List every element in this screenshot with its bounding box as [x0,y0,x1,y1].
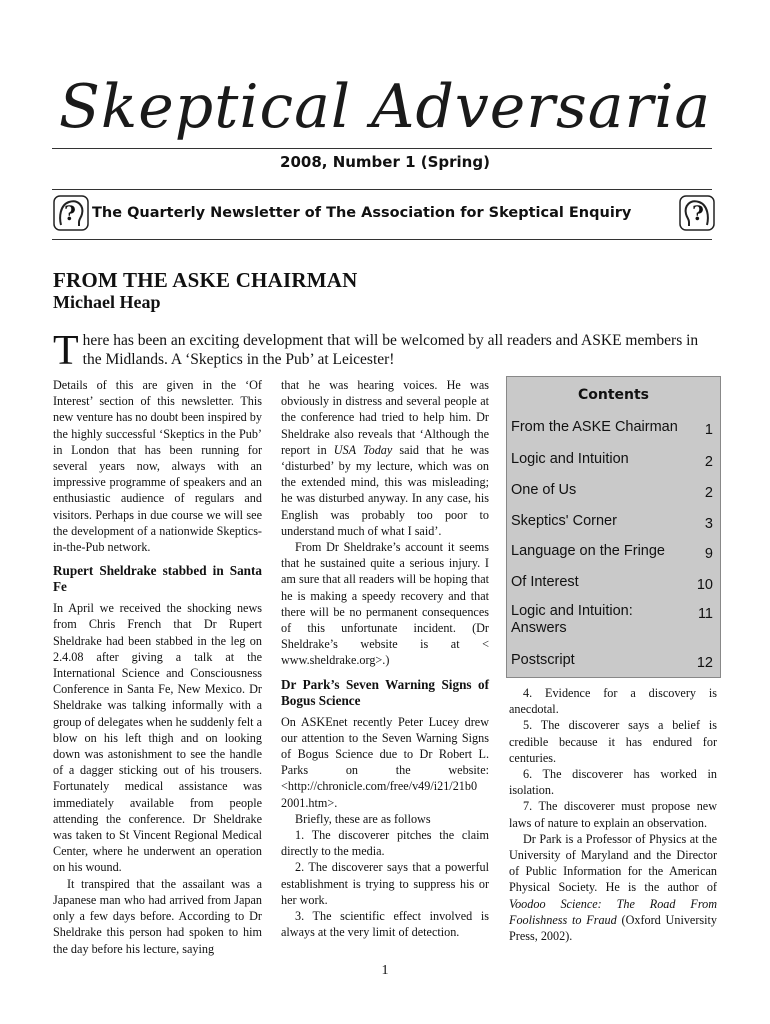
list-item: 5. The discoverer says a belief is credible because it has endured for centuries. [509,718,717,765]
toc-item[interactable] [511,603,716,637]
list-item: 1. The discoverer pitches the claim directly to the media. [281,828,489,859]
toc-item-title: Logic and Intuition: Answers [511,603,633,636]
article-author: Michael Heap [53,292,161,312]
toc-item-page: 1 [704,422,713,438]
paragraph: Briefly, these are as follows [295,811,431,826]
paragraph [509,831,717,944]
toc-item-title: Skeptics' Corner [511,513,617,529]
paragraph: In April we received the shocking news from Chris French that Dr Rupert Sheldrake had been stabbed in the leg on 2.4.08 after giving a talk at the International Science and Consciousness Conference in Santa Fe, New Mexico. Dr Sheldrake was talking informally with a group of delegates when he suddenly felt a blow on his left thigh and on looking down was astonishment to see the handle of a dagger sticking out of his trousers. Fortunately medical assistance was immediately available from people attending the conference. Dr Sheldrake was taken to St Vincent Regional Medical Center, where he underwent an operation on his wound. [53,601,262,875]
toc-item-page: 2 [704,454,713,470]
tagline-rule-top [52,189,712,190]
tagline: The Quarterly Newsletter of The Association for Skeptical Enquiry [92,205,632,221]
paragraph: It transpired that the assailant was a Japanese man who had arrived from Japan only a few days before. According to Dr Sheldrake this person had spoken to him the day before his lecture, saying [53,876,262,956]
newspaper-title: USA Today [333,442,393,457]
paragraph-text: (Oxford University Press, 2002). [509,912,717,944]
section-heading-sheldrake: Rupert Sheldrake stabbed in Santa Fe [53,563,262,595]
paragraph: On ASKEnet recently Peter Lucey drew our attention to the Seven Warning Signs of Bogus Science due to Dr Robert L. Parks on the website: <http://chronicle.com/free/v49/i21/21b0 2001.htm>. [281,714,489,810]
toc-item-title: From the ASKE Chairman [511,419,678,435]
toc-item-page: 11 [697,606,713,622]
masthead-title: Skeptical Adversaria [58,72,712,142]
column-2 [281,377,489,941]
contents-title: Contents [577,387,650,403]
column-1 [53,377,262,957]
toc-item-title: Language on the Fringe [511,543,665,559]
toc-item[interactable] [511,451,716,468]
list-item: 4. Evidence for a discovery is anecdotal. [509,686,717,717]
svg-text:?: ? [692,201,704,225]
paragraph-text: Dr Park is a Professor of Physics at the University of Maryland and the Director of Public Information for the American Physical Society. He is the author of [509,831,717,895]
toc-item-page: 10 [696,577,713,593]
toc-item[interactable] [511,482,716,499]
book-title: Voodoo Science: The Road From Foolishness to Fraud [509,896,717,927]
question-mark-head-icon [53,195,89,231]
paragraph: Details of this are given in the ‘Of Interest’ section of this newsletter. This new venture has no doubt been inspired by the highly successful ‘Skeptics in the Pub’ in London that has been running for several years now, always with an impressive programme of speakers and an enthusiastic audience of regulars and visitors. Perhaps in due course we will see the development of a nationwide Skeptics-in-the-Pub network. [53,378,262,555]
issue-line: 2008, Number 1 (Spring) [280,153,490,171]
drop-cap: T [53,328,79,374]
list-item: 6. The discoverer has worked in isolation. [509,767,717,798]
list-item: 3. The scientific effect involved is always at the very limit of detection. [281,909,489,940]
toc-item-page: 9 [704,546,713,562]
toc-item-title: Postscript [511,652,575,668]
lead-paragraph [53,328,716,374]
toc-item-page: 3 [704,516,713,532]
toc-item-title: Of Interest [511,574,579,590]
svg-text:?: ? [64,201,76,225]
toc-item[interactable] [511,652,716,669]
toc-item[interactable] [511,419,716,436]
toc-item-title: One of Us [511,482,577,498]
list-item: 2. The discoverer says that a powerful establishment is trying to suppress his or her work. [281,860,489,907]
toc-item-page: 12 [696,655,713,671]
page-number: 1 [381,963,389,978]
toc-item-title: Logic and Intuition [511,451,629,467]
contents-box [506,376,721,678]
toc-item[interactable] [511,543,716,560]
paragraph: From Dr Sheldrake’s account it seems that he sustained quite a serious injury. I am sure that all readers will be hoping that he is making a speedy recovery and that there will be no permanent consequences of this unfortunate incident. (Dr Sheldrake’s website is at < www.sheldrake.org>.) [281,540,489,668]
toc-item-page: 2 [704,485,713,501]
question-mark-head-icon [679,195,715,231]
masthead-rule-top [52,148,712,149]
tagline-rule-bottom [52,239,712,240]
toc-item[interactable] [511,513,716,530]
list-item: 7. The discoverer must propose new laws of nature to explain an observation. [509,799,717,830]
section-heading-park: Dr Park’s Seven Warning Signs of Bogus Science [281,676,489,708]
paragraph: that he was hearing voices. He was obviously in distress and several people at the conference had tried to help him. Dr Sheldrake also reveals that ‘Although the report in USA Today said that he was ‘disturbed’ by my lecture, which was on the extended mind, this was misleading; he was disturbed anyway. In any case, his English was probably too poor to understand much of what I said’. [281,378,489,538]
toc-item[interactable] [511,574,716,591]
lead-text: here has been an exciting development that will be welcomed by all readers and ASKE members in the Midlands. A ‘Skeptics in the Pub’ at Leicester! [82,332,699,368]
column-3 [509,685,717,944]
article-headline: FROM THE ASKE CHAIRMAN [53,268,358,292]
